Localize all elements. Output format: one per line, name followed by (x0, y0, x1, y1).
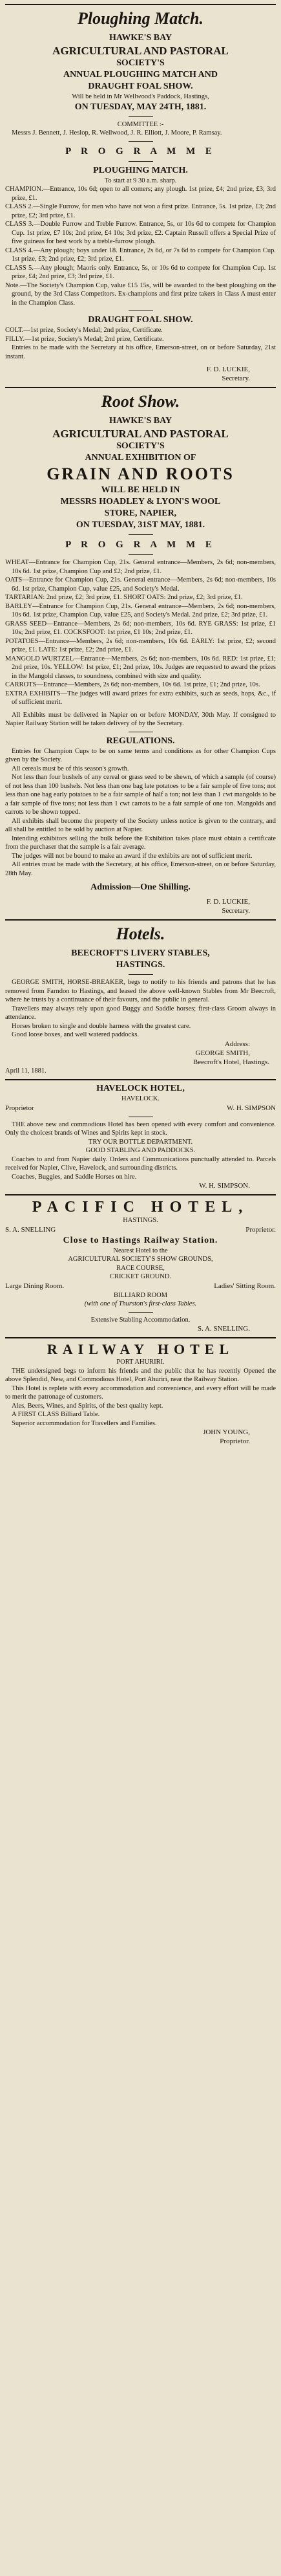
beecroft-name: GEORGE SMITH, (195, 1049, 250, 1057)
railway-body-2: This Hotel is replete with every accommodation and convenience, and every effort will be made to merit the patronage of customers. (5, 1384, 276, 1401)
billiard-table: (with one of Thurston's first-class Tables. (84, 1300, 197, 1307)
foal-item: COLT.—1st prize, Society's Medal; 2nd prize, Certificate. (5, 327, 163, 334)
store-name: MESSRS HOADLEY & LYON'S WOOL (60, 497, 221, 507)
havelock-advert (5, 1079, 276, 1190)
havelock-proprietor-row (5, 1104, 276, 1113)
railway-title: RAILWAY HOTEL (47, 1341, 234, 1357)
regulation-item: All cereals must be of this season's growth. (12, 765, 129, 772)
pacific-signature: S. A. SNELLING. (198, 1325, 250, 1333)
delivery-note: All Exhibits must be delivered in Napier on or before MONDAY, 30th May. If consigned to Napier Railway Station will be taken delivery of by the Secretary. (5, 711, 276, 727)
grain-roots-title: GRAIN AND ROOTS (47, 464, 234, 483)
beecroft-address-label: Address: (224, 1040, 250, 1048)
beecroft-body: GEORGE SMITH, HORSE-BREAKER, begs to notify to his friends and patrons that he has removed from Farndon to Hastings, and leased the above well-known Stables from Mr Beecroft, where he trusts by a continuance of their favours, and the public in general. (5, 979, 276, 1003)
havelock-bottle-dept: TRY OUR BOTTLE DEPARTMENT. (88, 1138, 193, 1146)
pacific-title: PACIFIC HOTEL, (32, 1199, 249, 1216)
programme-heading: P R O G R A M M E (65, 146, 216, 157)
committee-label: COMMITTEE :- (117, 120, 164, 128)
class-item: GRASS SEED—Entrance—Members, 2s 6d; non-members, 10s 6d. RYE GRASS: 1st prize, £1 10s; 2nd prize, £1. COCKSFOOT: 1st prize, £1 10s; 2nd prize, £1. (5, 620, 276, 636)
havelock-body: THE above new and commodious Hotel has been opened with every comfort and convenience. Only the choicest brands of Wines and Spirits kept in stock. (5, 1120, 276, 1137)
class-item: BARLEY—Entrance for Champion Cup, 21s. General entrance—Members, 2s 6d; non-members, 10s 6d. 1st prize, Champion Cup, value £25, and Society's Medal. 2nd prize, £2; 3rd prize, £1. (5, 602, 276, 618)
divider (129, 974, 153, 975)
beecroft-date: April 11, 1881. (5, 1067, 47, 1075)
ladies-room: Ladies' Sitting Room. (214, 1282, 276, 1290)
regulation-item: Not less than four bushels of any cereal or grass seed to be shewn, of which a sample (of course) of not less than 100 bushels. Not less than one bag late potatoes to be a fair sample of five tons; not less than one bag early potatoes to be a fair sample of half a ton; not less than 1 cwt mangolds to be a fair sample of five tons; not less than 1 cwt carrots to be a fair sample of one ton. Mangolds and carrots to be shown topped. (5, 774, 276, 816)
pacific-place: HASTINGS. (123, 1217, 158, 1224)
pacific-rooms-row (5, 1282, 276, 1291)
beecroft-place: HASTINGS. (116, 960, 165, 970)
society-name-3: SOCIETY'S (116, 58, 165, 68)
class-item: OATS—Entrance for Champion Cup, 21s. General entrance—Members, 2s 6d; non-members, 10s 6d. 1st prize, Champion Cup, value £25, and Society's Medal. (5, 576, 276, 593)
class-item: POTATOES—Entrance—Members, 2s 6d; non-members, 10s 6d. EARLY: 1st prize, £2; second prize, £1. LATE: 1st prize, £2; 2nd prize, £1. (5, 637, 276, 653)
divider (129, 554, 153, 555)
class-item: EXTRA EXHIBITS—The judges will award prizes for extra exhibits, such as seeds, hops, &c., if of sufficient merit. (5, 690, 276, 706)
proprietor-label: Proprietor (5, 1104, 34, 1112)
newspaper-page (5, 0, 276, 1446)
regulation-item: All entries must be made with the Secretary, at his office, Emerson-street, on or before Saturday, 28th May. (5, 861, 276, 877)
event-date: ON TUESDAY, MAY 24TH, 1881. (74, 102, 207, 112)
pacific-line: RACE COURSE, (116, 1264, 165, 1272)
proprietor-label: Proprietor. (245, 1225, 276, 1234)
beecroft-body-2: Travellers may always rely upon good Buggy and Saddle horses; first-class Groom always in attendance. (5, 1005, 276, 1021)
prize-item: CLASS 2.—Single Furrow, for men who have not won a first prize. Entrance, 5s. 1st prize, £3; 2nd prize, £2; 3rd prize, £1. (5, 203, 276, 219)
ploughing-match-advert (5, 4, 276, 383)
railway-body-5: Superior accommodation for Travellers and Families. (12, 1419, 157, 1427)
event-date: ON TUESDAY, 31ST MAY, 1881. (76, 520, 205, 530)
event-name: ANNUAL PLOUGHING MATCH AND (63, 70, 218, 80)
pacific-line: Nearest Hotel to the (113, 1247, 168, 1254)
pacific-line: Close to Hastings Railway Station. (63, 1235, 218, 1245)
foal-show-title: DRAUGHT FOAL SHOW. (88, 315, 193, 325)
match-title: PLOUGHING MATCH. (93, 165, 188, 175)
havelock-body-3: Coaches, Buggies, and Saddle Horses on hire. (12, 1173, 137, 1181)
class-item: CARROTS—Entrance—Members, 2s 6d; non-members, 10s 6d. 1st prize, £1; 2nd prize, 10s. (5, 681, 260, 688)
havelock-stabling: GOOD STABLING AND PADDOCKS. (85, 1147, 196, 1154)
prize-item: CLASS 4.—Any plough; boys under 18. Entrance, 2s 6d, or 7s 6d to compete for Champion Cup. 1st prize, £3; 2nd prize, £2; 3rd prize, £1. (5, 246, 276, 263)
class-item: MANGOLD WURTZEL—Entrance—Members, 2s 6d; non-members, 10s 6d. RED: 1st prize, £1; 2nd prize, 10s. YELLOW: 1st prize, £1; 2nd prize, 10s. Judges are requested to award the prizes in the Mangold classes, to soundness, combined with size and quality. (5, 655, 276, 680)
proprietor-name: S. A. SNELLING (5, 1225, 56, 1234)
beecroft-advert (5, 948, 276, 1075)
divider (129, 1312, 153, 1313)
pacific-stabling: Extensive Stabling Accommodation. (90, 1316, 191, 1324)
billiard-room: BILLIARD ROOM (113, 1291, 168, 1299)
secretary-name: F. D. LUCKIE, (206, 898, 250, 906)
programme-heading: P R O G R A M M E (65, 540, 216, 550)
beecroft-body-4: Good loose boxes, and well watered paddocks. (12, 1031, 140, 1038)
beecroft-title: BEECROFT'S LIVERY STABLES, (71, 948, 210, 958)
root-show-advert (5, 387, 276, 915)
prize-note: Note.—The Society's Champion Cup, value £15 15s, will be awarded to the best ploughing on the ground, by the 3rd Class Competitors. Ex-champions and first prize takers in Class A must enter in the Champion Class. (5, 281, 276, 307)
beecroft-body-3: Horses broken to single and double harness with the greatest care. (12, 1022, 191, 1030)
beecroft-place-2: Beecroft's Hotel, Hastings. (193, 1058, 269, 1066)
railway-place: PORT AHURIRI. (116, 1359, 165, 1366)
event-location: Will be held in Mr Wellwood's Paddock, Hastings, (72, 93, 209, 100)
railway-signature: JOHN YOUNG, (203, 1428, 250, 1436)
regulation-item: Entries for Champion Cups to be on same terms and conditions as for other Champion Cups given by the Society. (5, 747, 276, 763)
hotels-heading: Hotels. (116, 924, 165, 943)
class-item: WHEAT—Entrance for Champion Cup, 21s. General entrance—Members, 2s 6d; non-members, 10s 6d. 1st prize, Champion Cup and £2; 2nd prize, £1. (5, 559, 276, 575)
pacific-proprietor-row (5, 1225, 276, 1235)
hotels-section (5, 919, 276, 1446)
secretary-title: Secretary. (222, 375, 250, 382)
secretary-title: Secretary. (222, 907, 250, 915)
havelock-title: HAVELOCK HOTEL, (96, 1084, 185, 1093)
divider (129, 141, 153, 142)
admission: Admission—One Shilling. (90, 882, 191, 892)
havelock-body-2: Coaches to and from Napier daily. Orders and Communications punctually attended to. Parcels received for Napier, Clive, Havelock, and surrounding districts. (5, 1155, 276, 1172)
society-name-3: SOCIETY'S (116, 441, 165, 451)
store-name-2: STORE, NAPIER, (104, 508, 177, 518)
prize-item: CLASS 5.—Any plough; Maoris only. Entrance, 5s, or 10s 6d to compete for Champion Cup. 1st prize, £4; 2nd prize, £3; 3rd prize, £1. (5, 264, 276, 280)
society-name: HAWKE'S BAY (109, 416, 172, 426)
pacific-line: CRICKET GROUND. (110, 1273, 171, 1280)
divider (129, 116, 153, 117)
event-name: ANNUAL EXHIBITION OF (85, 453, 196, 463)
railway-body-3: Ales, Beers, Wines, and Spirits, of the best quality kept. (12, 1402, 163, 1410)
dining-room: Large Dining Room. (5, 1282, 65, 1290)
railway-body-4: A FIRST CLASS Billiard Table. (12, 1411, 100, 1418)
regulation-item: Intending exhibitors selling the bulk before the Exhibition takes place must obtain a certificate from the purchaser that the sample is a fair average. (5, 835, 276, 851)
pacific-advert (5, 1194, 276, 1333)
committee-list: Messrs J. Bennett, J. Heslop, R. Wellwood, J. R. Elliott, J. Moore, P. Ramsay. (12, 129, 222, 136)
society-name-2: AGRICULTURAL AND PASTORAL (52, 428, 229, 440)
ploughing-heading: Ploughing Match. (77, 9, 204, 28)
foal-entries: Entries to be made with the Secretary at his office, Emerson-street, on or before Saturday, 21st instant. (5, 344, 276, 360)
regulations-title: REGULATIONS. (106, 736, 175, 746)
havelock-place: HAVELOCK. (121, 1095, 160, 1102)
railway-body: THE undersigned begs to inform his friends and the public that he has recently Opened the above Splendid, New, and Commodious Hotel, Port Ahuriri, near the Railway Station. (5, 1367, 276, 1383)
root-heading: Root Show. (101, 392, 180, 411)
foal-item: FILLY.—1st prize, Society's Medal; 2nd prize, Certificate. (5, 335, 164, 343)
railway-advert (5, 1337, 276, 1446)
havelock-signature: W. H. SIMPSON. (199, 1182, 250, 1190)
pacific-line: AGRICULTURAL SOCIETY'S SHOW GROUNDS, (68, 1256, 213, 1263)
class-item: TARTARIAN: 2nd prize, £2; 3rd prize, £1. SHORT OATS: 2nd prize, £2; 3rd prize, £1. (5, 594, 243, 601)
railway-signature-title: Proprietor. (220, 1437, 250, 1445)
divider (129, 161, 153, 162)
society-name: HAWKE'S BAY (109, 33, 172, 43)
proprietor-name: W. H. SIMPSON (226, 1104, 276, 1112)
divider (129, 534, 153, 535)
prize-item: CHAMPION.—Entrance, 10s 6d; open to all comers; any plough. 1st prize, £4; 2nd prize, £3; 3rd prize, £1. (5, 186, 276, 202)
event-name-2: DRAUGHT FOAL SHOW. (88, 82, 193, 91)
regulation-item: All exhibits shall become the property of the Society unless notice is given to the contrary, and all shall be entitled to be sold by auction at Napier. (5, 817, 276, 833)
society-name-2: AGRICULTURAL AND PASTORAL (52, 45, 229, 57)
prize-item: CLASS 3.—Double Furrow and Treble Furrow. Entrance, 5s, or 10s 6d to compete for Champion Cup. 1st prize, £7 10s; 2nd prize, £4 10s; 3rd prize, £2. Captain Russell offers a Special Prize of five guineas for best work by a treble-furrow plough. (5, 221, 276, 245)
match-start: To start at 9 30 a.m. sharp. (104, 177, 177, 184)
regulation-item: The judges will not be bound to make an award if the exhibits are not of sufficient merit. (12, 852, 253, 860)
secretary-name: F. D. LUCKIE, (206, 366, 250, 373)
held-label: WILL BE HELD IN (101, 485, 180, 495)
